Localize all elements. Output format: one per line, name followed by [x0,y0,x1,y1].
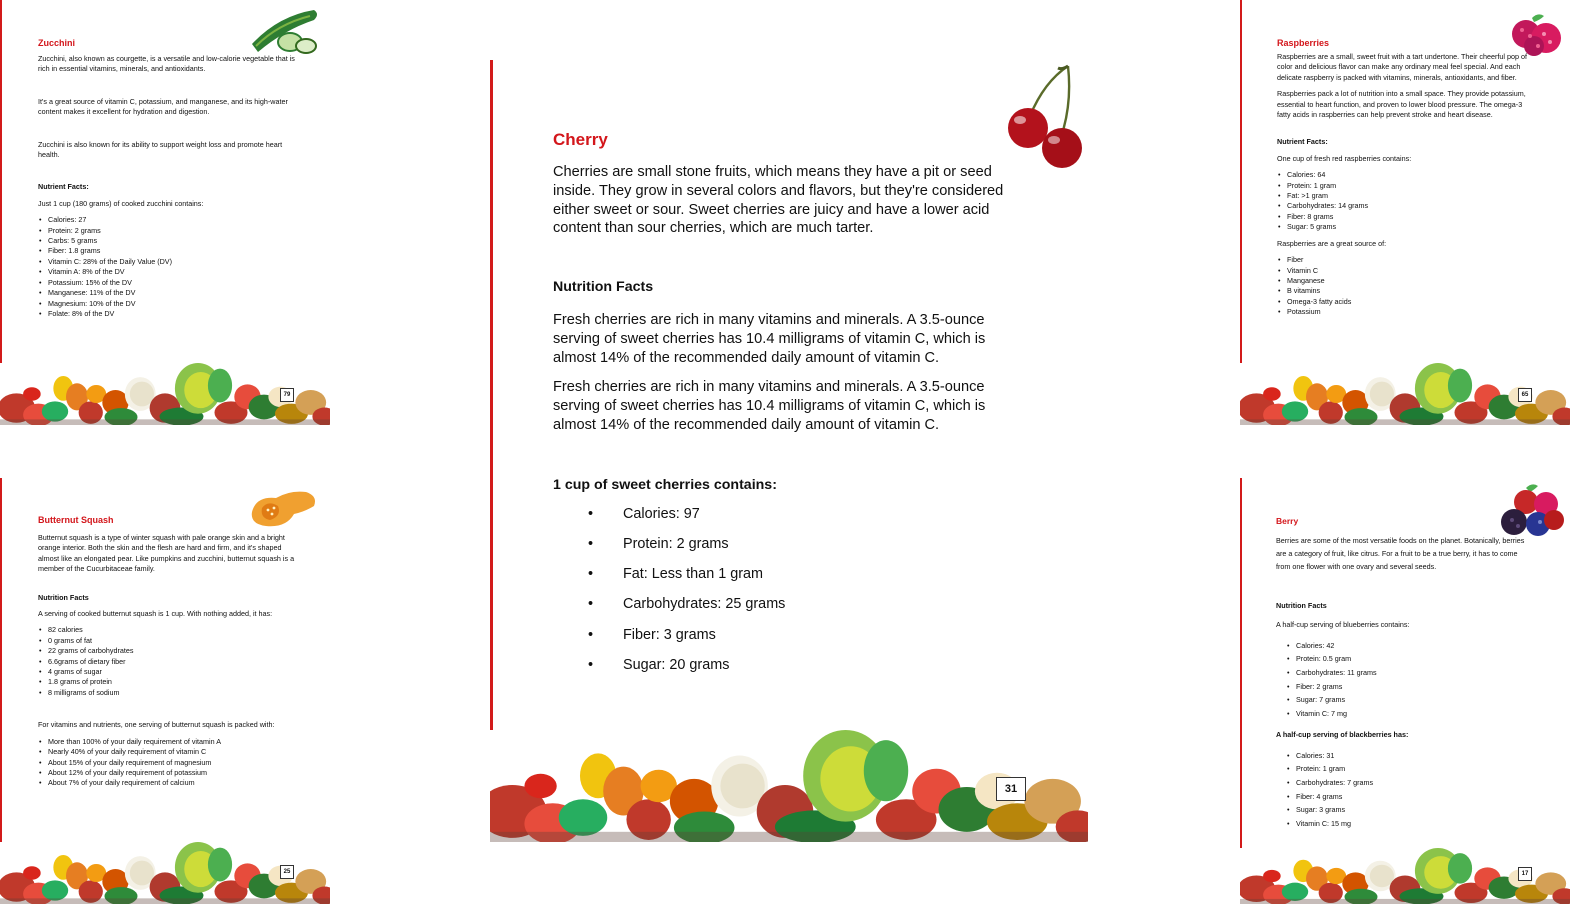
list-item: • Sugar: 7 grams [1296,693,1530,707]
page-number: 31 [996,777,1026,801]
sources-list [1287,255,1527,317]
list-item: • Calories: 27 [48,215,298,225]
list-item: • 4 grams of sugar [48,667,298,677]
list-item: • Fiber: 4 grams [1296,790,1530,804]
list-item: • B vitamins [1287,286,1527,296]
page-title: Cherry [553,130,608,149]
list-item: • Magnesium: 10% of the DV [48,299,298,309]
section-heading: Nutrition Facts [1276,601,1327,610]
section-heading: Nutrition Facts [38,592,89,602]
list-item: • Vitamin C: 28% of the Daily Value (DV) [48,257,298,267]
list-item: • Potassium: 15% of the DV [48,278,298,288]
facts-list [1287,170,1527,232]
page-rule [0,0,2,425]
page-number: 79 [280,388,294,402]
section-heading: Nutrient Facts: [38,182,89,192]
facts-intro: A serving of cooked butternut squash is 1 cup. With nothing added, it has: [38,609,273,619]
list-item: • Protein: 0.5 gram [1296,652,1530,666]
page-title: Zucchini [38,38,76,48]
facts-list [48,625,298,698]
list-item: • Protein: 1 gram [1287,181,1527,191]
list-item: • About 15% of your daily requirement of magnesium [48,758,298,768]
page-title: Raspberries [1277,38,1330,48]
list-item: • Fiber: 3 grams [623,620,1023,650]
list-item: • Manganese: 11% of the DV [48,288,298,298]
list-item: • Sugar: 3 grams [1296,803,1530,817]
list-item: • Carbohydrates: 14 grams [1287,201,1527,211]
facts-list [48,215,298,319]
list-item: • Fat: Less than 1 gram [623,559,1023,589]
list-item: • Omega-3 fatty acids [1287,297,1527,307]
list-item: • 0 grams of fat [48,636,298,646]
list-item: • Calories: 64 [1287,170,1527,180]
paragraph: It's a great source of vitamin C, potassium, and manganese, and its high-water content makes it excellent for hydration and digestion. [38,96,288,117]
list-item: • 22 grams of carbohydrates [48,646,298,656]
list-item: • Nearly 40% of your daily requirement of vitamin C [48,747,298,757]
zucchini-page [0,0,330,425]
list-item: • Carbs: 5 grams [48,236,298,246]
list-item: • 82 calories [48,625,298,635]
list-item: • Carbohydrates: 11 grams [1296,666,1530,680]
list-item: • Carbohydrates: 25 grams [623,589,1023,619]
list-item: • Protein: 2 grams [48,226,298,236]
list-item: • Folate: 8% of the DV [48,309,298,319]
list-item: • Potassium [1287,307,1527,317]
blackberries-list [1296,749,1530,831]
page-rule [0,478,2,904]
list-item: • Carbohydrates: 7 grams [1296,776,1530,790]
page-number: 17 [1518,867,1532,881]
list-item: • Vitamin C: 7 mg [1296,707,1530,721]
list-item: • 6.6grams of dietary fiber [48,657,298,667]
cherry-page [490,60,1088,842]
paragraph: Berries are some of the most versatile foods on the planet. Botanically, berries are a category of fruit, like citrus. For a fruit to be a true berry, it has to come from one flower with one ovary and several seeds. [1276,536,1525,571]
list-item: • About 7% of your daily requirement of calcium [48,778,298,788]
list-item: • Fiber [1287,255,1527,265]
paragraph: Fresh cherries are rich in many vitamins and minerals. A 3.5-ounce serving of sweet cherries has 10.4 milligrams of vitamin C, which is almost 14% of the recommended daily amount of vitamin C. [553,311,986,366]
list-item: • Fiber: 1.8 grams [48,246,298,256]
page-title: Butternut Squash [38,515,114,525]
page-rule [1240,478,1242,904]
list-item: • Calories: 97 [623,499,1023,529]
list-item: • Vitamin C: 15 mg [1296,817,1530,831]
page-title: Berry [1276,516,1299,526]
list-item: • Sugar: 5 grams [1287,222,1527,232]
list-item: • Sugar: 20 grams [623,650,1023,680]
butternut-page [0,478,330,904]
page-rule [490,60,493,842]
blueberries-list [1296,639,1530,721]
section-heading: A half-cup serving of blackberries has: [1276,730,1409,740]
paragraph: Zucchini, also known as courgette, is a versatile and low-calorie vegetable that is rich in essential vitamins, minerals, and antioxidants. [38,54,295,74]
list-item: • Fat: >1 gram [1287,191,1527,201]
list-item: • Protein: 1 gram [1296,762,1530,776]
paragraph: Raspberries pack a lot of nutrition into a small space. They provide potassium, essential to heart function, and proven to lower blood pressure. The omega-3 fatty acids in raspberries can help prevent stroke and heart disease. [1277,89,1526,120]
page-rule [1240,0,1242,425]
list-item: • Fiber: 2 grams [1296,680,1530,694]
section-heading: 1 cup of sweet cherries contains: [553,476,777,493]
facts-intro: One cup of fresh red raspberries contains: [1277,153,1412,163]
list-item: • Protein: 2 grams [623,529,1023,559]
list-item: • Vitamin A: 8% of the DV [48,267,298,277]
list-item: • About 12% of your daily requirement of potassium [48,768,298,778]
vitamins-list [48,737,298,789]
list-item: • More than 100% of your daily requirement of vitamin A [48,737,298,747]
list-item: • 1.8 grams of protein [48,677,298,687]
list-item: • Vitamin C [1287,266,1527,276]
list-item: • Fiber: 8 grams [1287,212,1527,222]
paragraph: Fresh cherries are rich in many vitamins and minerals. A 3.5-ounce serving of sweet cherries has 10.4 milligrams of vitamin C, which is almost 14% of the recommended daily amount of vitamin C. [553,379,986,433]
raspberries-page [1240,0,1570,425]
paragraph: Zucchini is also known for its ability to support weight loss and promote heart health. [38,139,283,160]
facts-list [623,499,1023,681]
vitamins-intro: For vitamins and nutrients, one serving of butternut squash is packed with: [38,720,275,730]
facts-intro: Just 1 cup (180 grams) of cooked zucchini contains: [38,198,204,208]
paragraph: Butternut squash is a type of winter squash with pale orange skin and a bright orange interior. Both the skin and the flesh are hard and firm, and it's shaped almost like an elongated pear. Like pumpkins and zucchini, butternut squash is a member of the Cucurbitaceae family. [38,533,295,574]
list-item: • Calories: 31 [1296,749,1530,763]
list-item: • Manganese [1287,276,1527,286]
list-item: • 8 milligrams of sodium [48,688,298,698]
page-number: 25 [280,865,294,879]
page-number: 65 [1518,388,1532,402]
sources-intro: Raspberries are a great source of: [1277,238,1387,248]
paragraph: Raspberries are a small, sweet fruit with a tart undertone. Their cheerful pop of color and delicious flavor can make any ordinary meal feel special. And each delicate raspberry is packed with vitamins, minerals, antioxidants, and fiber. [1277,52,1527,82]
paragraph: Cherries are small stone fruits, which means they have a pit or seed inside. They grow in several colors and flavors, but they're considered either sweet or sour. Sweet cherries are juicy and have a lower acid content than sour cherries, which are much tarter. [553,164,1004,237]
berry-page [1240,478,1570,904]
blueberries-intro: A half-cup serving of blueberries contains: [1276,620,1410,630]
section-heading: Nutrition Facts [553,279,654,296]
list-item: • Calories: 42 [1296,639,1530,653]
section-heading: Nutrient Facts: [1277,137,1328,147]
